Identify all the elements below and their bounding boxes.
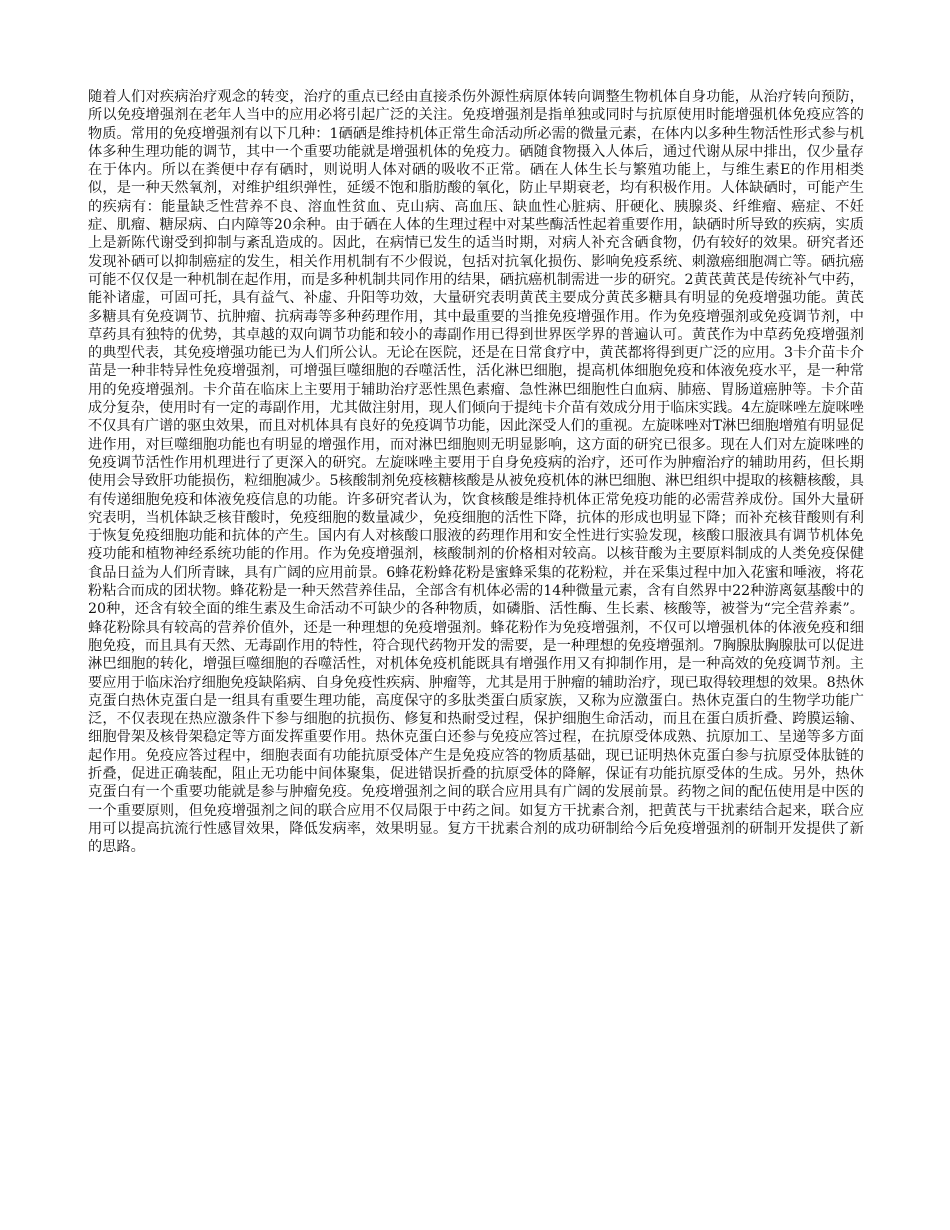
body-paragraph: 随着人们对疾病治疗观念的转变，治疗的重点已经由直接杀伤外源性病原体转向调整生物机体自身功能，从治疗转向预防，所以免疫增强剂在老年人当中的应用必将引起广泛的关注。免疫增强剂是指单独或同时与抗原使用时能增强机体免疫应答的物质。常用的免疫增强剂有以下几种：1硒硒是维持机体正常生命活动所必需的微量元素，在体内以多种生物活性形式参与机体多种生理功能的调节，其中一个重要功能就是增强机体的免疫力。硒随食物摄入人体后，通过代谢从尿中排出，仅少量存在于体内。所以在粪便中存有硒时，则说明人体对硒的吸收不正常。硒在人体生长与繁殖功能上，与维生素E的作用相类似，是一种天然氧剂，对维护组织弹性，延缓不饱和脂肪酸的氧化，防止早期衰老，均有积极作用。人体缺硒时，可能产生的疾病有：能量缺乏性营养不良、溶血性贫血、克山病、高血压、缺血性心脏病、肝硬化、胰腺炎、纤维瘤、癌症、不妊症、肌瘤、糖尿病、白内障等20余种。由于硒在人体的生理过程中对某些酶活性起着重要作用，缺硒时所导致的疾病，实质上是新陈代谢受到抑制与紊乱造成的。因此，在病情已发生的适当时期，对病人补充含硒食物，仍有较好的效果。研究者还发现补硒可以抑制癌症的发生，相关作用机制有不少假说，包括对抗氧化损伤、影响免疫系统、刺激癌细胞凋亡等。硒抗癌可能不仅仅是一种机制在起作用，而是多种机制共同作用的结果，硒抗癌机制需进一步的研究。2黄芪黄芪是传统补气中药，能补诸虚，可固可托，具有益气、补虚、升阳等功效，大量研究表明黄芪主要成分黄芪多糖具有明显的免疫增强功能。黄芪多糖具有免疫调节、抗肿瘤、抗病毒等多种药理作用，其中最重要的当推免疫增强作用。作为免疫增强剂或免疫调节剂，中草药具有独特的优势，其卓越的双向调节功能和较小的毒副作用已得到世界医学界的普遍认可。黄芪作为中草药免疫增强剂的典型代表，其免疫增强功能已为人们所公认。无论在医院，还是在日常食疗中，黄芪都将得到更广泛的应用。3卡介苗卡介苗是一种非特异性免疫增强剂，可增强巨噬细胞的吞噬活性，活化淋巴细胞，提高机体细胞免疫和体液免疫水平，是一种常用的免疫增强剂。卡介苗在临床上主要用于辅助治疗恶性黑色素瘤、急性淋巴细胞性白血病、肺癌、胃肠道癌肿等。卡介苗成分复杂，使用时有一定的毒副作用，尤其做注射用，现人们倾向于提纯卡介苗有效成分用于临床实践。4左旋咪唑左旋咪唑不仅具有广谱的驱虫效果，而且对机体具有良好的免疫调节功能，因此深受人们的重视。左旋咪唑对T淋巴细胞增殖有明显促进作用，对巨噬细胞功能也有明显的增强作用，而对淋巴细胞则无明显影响，这方面的研究已很多。现在人们对左旋咪唑的免疫调节活性作用机理进行了更深入的研究。左旋咪唑主要用于自身免疫病的治疗，还可作为肿瘤治疗的辅助用药，但长期使用会导致肝功能损伤，粒细胞减少。5核酸制剂免疫核糖核酸是从被免疫机体的淋巴细胞、淋巴组织中提取的核糖核酸，具有传递细胞免疫和体液免疫信息的功能。许多研究者认为，饮食核酸是维持机体正常免疫功能的必需营养成份。国外大量研究表明，当机体缺乏核苷酸时，免疫细胞的数量减少，免疫细胞的活性下降，抗体的形成也明显下降；而补充核苷酸则有利于恢复免疫细胞功能和抗体的产生。国内有人对核酸口服液的药理作用和安全性进行实验发现，核酸口服液具有调节机体免疫功能和植物神经系统功能的作用。作为免疫增强剂，核酸制剂的价格相对较高。以核苷酸为主要原料制成的人类免疫保健食品日益为人们所青睐，具有广阔的应用前景。6蜂花粉蜂花粉是蜜蜂采集的花粉粒，并在采集过程中加入花蜜和唾液，将花粉粘合而成的团状物。蜂花粉是一种天然营养佳品，全部含有机体必需的14种微量元素，含有自然界中22种游离氨基酸中的20种，还含有较全面的维生素及生命活动不可缺少的各种物质，如磷脂、活性酶、生长素、核酸等，被誉为“完全营养素”。蜂花粉除具有较高的营养价值外，还是一种理想的免疫增强剂。蜂花粉作为免疫增强剂，不仅可以增强机体的体液免疫和细胞免疫，而且具有天然、无毒副作用的特性，符合现代药物开发的需要，是一种理想的免疫增强剂。7胸腺肽胸腺肽可以促进淋巴细胞的转化，增强巨噬细胞的吞噬活性，对机体免疫机能既具有增强作用又有抑制作用，是一种高效的免疫调节剂。主要应用于临床治疗细胞免疫缺陷病、自身免疫性疾病、肿瘤等，尤其是用于肿瘤的辅助治疗，现已取得较理想的效果。8热休克蛋白热休克蛋白是一组具有重要生理功能，高度保守的多肽类蛋白质家族，又称为应激蛋白。热休克蛋白的生物学功能广泛，不仅表现在热应激条件下参与细胞的抗损伤、修复和热耐受过程，保护细胞生命活动，而且在蛋白质折叠、跨膜运输、细胞骨架及核骨架稳定等方面发挥重要作用。热休克蛋白还参与免疫应答过程，在抗原受体成熟、抗原加工、呈递等多方面起作用。免疫应答过程中，细胞表面有功能抗原受体产生是免疫应答的物质基础，现已证明热休克蛋白参与抗原受体肽链的折叠，促进正确装配，阻止无功能中间体聚集，促进错误折叠的抗原受体的降解，保证有功能抗原受体的生成。另外，热休克蛋白有一个重要功能就是参与肿瘤免疫。免疫增强剂之间的联合应用具有广阔的发展前景。药物之间的配伍使用是中医的一个重要原则，但免疫增强剂之间的联合应用不仅局限于中药之间。如复方干扰素合剂，把黄芪与干扰素结合起来，联合应用可以提高抗流行性感冒效果，降低发病率，效果明显。复方干扰素合剂的成功研制给今后免疫增强剂的研制开发提供了新的思路。	[88, 89, 864, 856]
